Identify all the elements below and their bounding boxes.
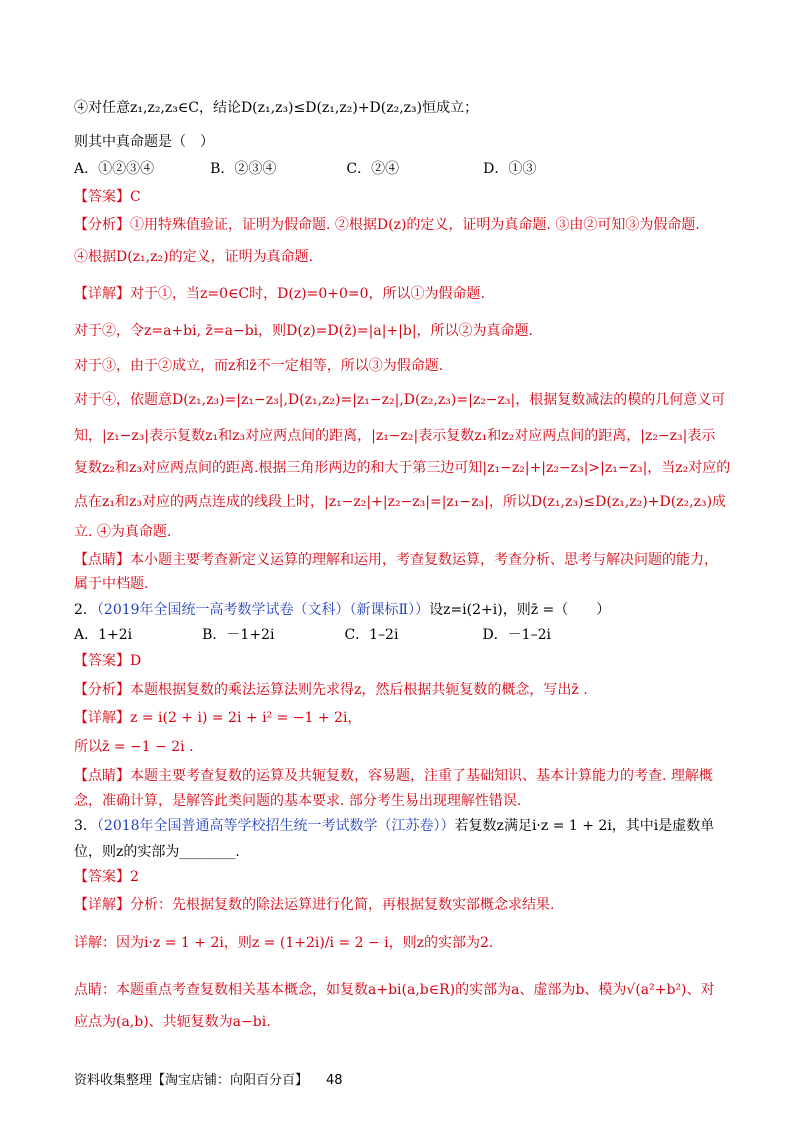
q3-answer: 【答案】2: [74, 869, 139, 885]
q2-answer: 【答案】D: [74, 653, 142, 669]
page-number: 48: [326, 1073, 343, 1088]
q2-stem: 2．（2019年全国统一高考数学试卷（文科）（新课标Ⅱ））设z=i(2+i)，则z̄ =（ ）: [74, 602, 611, 618]
q2-detail-line1: 【详解】z = i(2 + i) = 2i + i² = −1 + 2i，: [74, 710, 362, 726]
q1-analysis-line2: ④根据D(z₁,z₂)的定义，证明为真命题.: [74, 249, 314, 265]
q1-answer: 【答案】C: [74, 189, 141, 205]
q1-detail-line2: 对于②，令z=a+bi, z̄=a−bi，则D(z)=D(z̄)=|a|+|b|，所以②为真命题.: [74, 323, 534, 339]
footer-source: 资料收集整理【淘宝店铺：向阳百分百】: [74, 1073, 309, 1088]
question-source: （2019年全国统一高考数学试卷（文科）（新课标Ⅱ））: [96, 602, 430, 618]
q1-detail-line4: 对于④，依题意D(z₁,z₃)=|z₁−z₃|,D(z₁,z₂)=|z₁−z₂|,D(z₂,z₃)=|z₂−z₃|，根据复数减法的模的几何意义可: [74, 392, 726, 408]
q1-detail-line1: 【详解】对于①，当z=0∈C时，D(z)=0+0=0，所以①为假命题.: [74, 286, 485, 302]
q1-comment-line2: 属于中档题.: [74, 576, 149, 592]
q3-stem-line1: 3．（2018年全国普通高等学校招生统一考试数学（江苏卷））若复数z满足i·z = 1 + 2i，其中i是虚数单: [74, 818, 715, 834]
q3-comment-line1: 点睛：本题重点考查复数相关基本概念，如复数a+bi(a,b∈R)的实部为a、虚部为b、模为√(a²+b²)、对: [74, 982, 715, 998]
q2-detail-line2: 所以z̄ = −1 − 2i .: [74, 739, 194, 755]
q1-detail-line6: 复数z₂和z₃对应两点间的距离.根据三角形两边的和大于第三边可知|z₁−z₂|+|z₂−z₃|>|z₁−z₃|，当z₂对应的: [74, 460, 731, 476]
q2-options: A．1+2i B．－1+2i C．1–2i D．－1–2i: [74, 627, 551, 643]
question-source: （2018年全国普通高等学校招生统一考试数学（江苏卷））: [96, 818, 455, 834]
q2-comment-line2: 念，准确计算，是解答此类问题的基本要求. 部分考生易出现理解性错误.: [74, 793, 522, 809]
q3-comment-line2: 应点为(a,b)、共轭复数为a−bi.: [74, 1014, 271, 1030]
q3-stem-line2: 位，则z的实部为________.: [74, 844, 240, 860]
q1-detail-line8: 立. ④为真命题.: [74, 524, 172, 540]
statement-4: ④对任意z₁,z₂,z₃∈C，结论D(z₁,z₃)≤D(z₁,z₂)+D(z₂,z₃)恒成立；: [74, 100, 479, 116]
question-prompt: 则其中真命题是（ ）: [74, 134, 214, 150]
q1-comment-line1: 【点睛】本小题主要考查新定义运算的理解和运用，考查复数运算，考查分析、思考与解决问题的能力，: [74, 552, 718, 568]
q1-detail-line7: 点在z₁和z₃对应的两点连成的线段上时，|z₁−z₂|+|z₂−z₃|=|z₁−z₃|，所以D(z₁,z₃)≤D(z₁,z₂)+D(z₂,z₃)成: [74, 494, 727, 510]
q2-analysis: 【分析】本题根据复数的乘法运算法则先求得z，然后根据共轭复数的概念，写出z̄ .: [74, 682, 588, 698]
q1-options: A．①②③④ B．②③④ C．②④ D．①③: [74, 161, 537, 177]
q3-detail-solution: 详解：因为i·z = 1 + 2i，则z = (1+2i)/i = 2 − i，则z的实部为2.: [74, 935, 494, 951]
q1-detail-line3: 对于③，由于②成立，而z和z̄不一定相等，所以③为假命题.: [74, 358, 444, 374]
q1-analysis-line1: 【分析】①用特殊值验证，证明为假命题. ②根据D(z)的定义，证明为真命题. ③由②可知③为假命题.: [74, 217, 700, 233]
q2-comment-line1: 【点睛】本题主要考查复数的运算及共轭复数，容易题，注重了基础知识、基本计算能力的考查. 理解概: [74, 768, 713, 784]
page-footer: [74, 1072, 343, 1090]
q1-detail-line5: 知，|z₁−z₃|表示复数z₁和z₃对应两点间的距离，|z₁−z₂|表示复数z₁和z₂对应两点间的距离，|z₂−z₃|表示: [74, 428, 716, 444]
q3-detail-analysis: 【详解】分析：先根据复数的除法运算进行化简，再根据复数实部概念求结果.: [74, 897, 555, 913]
